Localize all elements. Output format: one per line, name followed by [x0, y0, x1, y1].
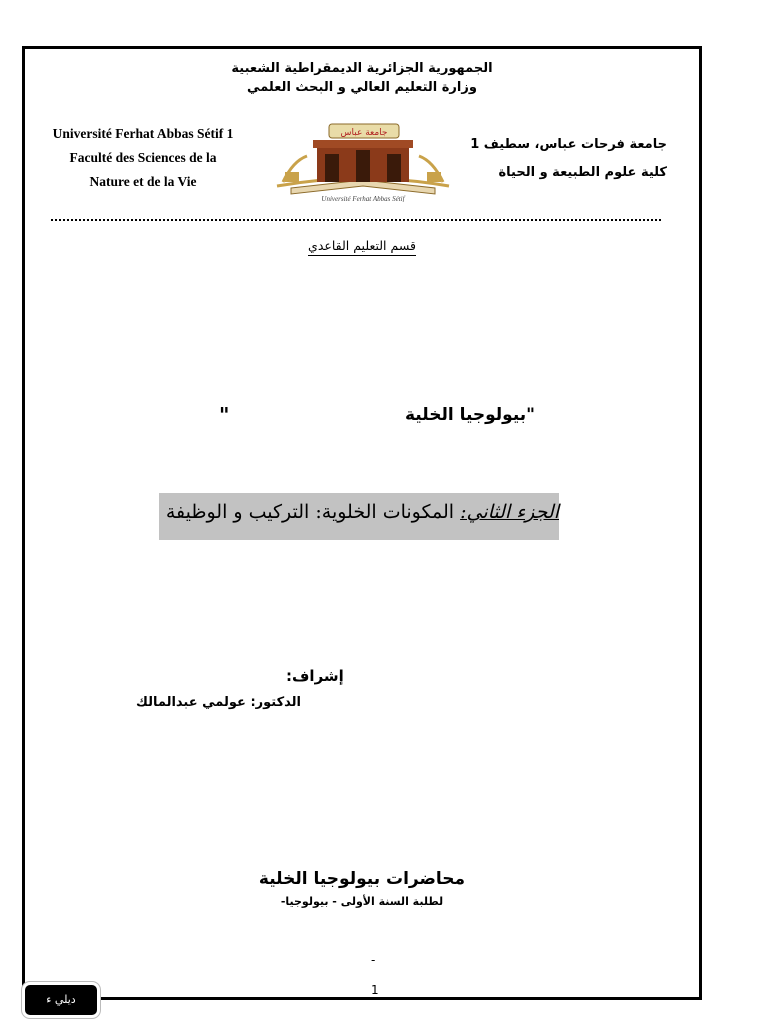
- dotted-divider: [51, 219, 661, 221]
- watermark-badge: [22, 982, 100, 1018]
- university-french-block: [43, 122, 243, 194]
- page-number: 1: [371, 983, 379, 997]
- subtitle-highlight: [159, 493, 559, 540]
- subtitle-topic: المكونات الخلوية: التركيب و الوظيفة: [165, 501, 455, 523]
- supervisor-name: الدكتور: عولمي عبدالمالك: [136, 695, 301, 710]
- course-title-closing-quote: ": [219, 403, 230, 427]
- university-fr-line1: Université Ferhat Abbas Sétif 1: [52, 126, 234, 141]
- audience-line: لطلبة السنة الأولى - بيولوجيا-: [280, 895, 444, 908]
- department-heading: قسم التعليم القاعدي: [308, 238, 416, 256]
- university-ar-line1: جامعة فرحات عباس، سطيف 1: [470, 137, 667, 152]
- ministry-heading: وزارة التعليم العالي و البحث العلمي: [247, 80, 477, 95]
- course-title-row: [25, 405, 699, 435]
- republic-heading: الجمهورية الجزائرية الديمقراطية الشعبية: [231, 61, 493, 76]
- university-fr-line2: Faculté des Sciences de la: [69, 150, 217, 165]
- lectures-heading: محاضرات بيولوجيا الخلية: [258, 869, 466, 889]
- logo-top-text: جامعة عباس: [340, 128, 388, 138]
- subtitle-part-label: الجزء الثاني:: [460, 501, 559, 523]
- university-ar-line2: كلية علوم الطبيعة و الحياة: [498, 165, 667, 180]
- subtitle: [166, 501, 559, 523]
- supervisor-label: إشراف:: [286, 667, 344, 685]
- university-logo: [273, 116, 453, 202]
- watermark-badge-text: ديلي ء: [46, 993, 76, 1006]
- university-arabic-block: [427, 131, 667, 187]
- department-heading-row: [25, 235, 699, 256]
- university-logo-image: [273, 116, 453, 202]
- footer-dash: -: [371, 953, 376, 967]
- course-title: "بيولوجيا الخلية: [405, 405, 536, 425]
- page-border: [22, 46, 702, 1000]
- university-fr-line3: Nature et de la Vie: [89, 174, 197, 189]
- logo-caption: Université Ferhat Abbas Sétif: [321, 195, 405, 202]
